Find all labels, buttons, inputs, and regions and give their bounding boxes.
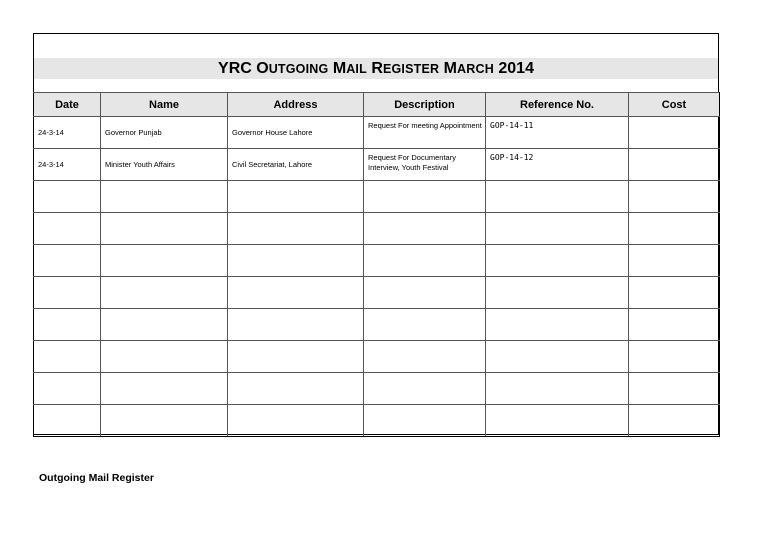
cell-date: 24-3-14 xyxy=(34,149,101,181)
cell-cost xyxy=(629,117,720,149)
title-segment: YRC O xyxy=(218,60,269,77)
title-segment: EGISTER xyxy=(382,62,440,76)
mail-register-table xyxy=(33,92,720,437)
cell-description: Request For Documentary Interview, Youth Festival xyxy=(364,149,486,181)
table-header-row xyxy=(34,93,720,117)
table-row-empty xyxy=(34,213,720,245)
header-date: Date xyxy=(34,93,101,117)
cell-name: Minister Youth Affairs xyxy=(101,149,228,181)
table-row xyxy=(34,117,720,149)
title-segment: UTGOING xyxy=(268,62,329,76)
table-row-empty xyxy=(34,277,720,309)
page-title xyxy=(34,58,718,79)
table-row-empty xyxy=(34,341,720,373)
header-reference: Reference No. xyxy=(486,93,629,117)
register-sheet xyxy=(33,33,719,435)
table-row-empty xyxy=(34,405,720,437)
table-row-empty xyxy=(34,245,720,277)
title-segment: M xyxy=(328,60,347,77)
header-address: Address xyxy=(228,93,364,117)
cell-address: Civil Secretariat, Lahore xyxy=(228,149,364,181)
title-segment: AIL xyxy=(346,62,367,76)
title-segment: M xyxy=(439,60,458,77)
table-row-empty xyxy=(34,373,720,405)
cell-reference: GOP-14-12 xyxy=(486,149,629,181)
footer-label: Outgoing Mail Register xyxy=(39,472,154,484)
cell-description: Request For meeting Appointment xyxy=(364,117,486,149)
cell-name: Governor Punjab xyxy=(101,117,228,149)
header-description: Description xyxy=(364,93,486,117)
table-row-empty xyxy=(34,181,720,213)
table-row xyxy=(34,149,720,181)
title-segment: R xyxy=(366,60,383,77)
header-cost: Cost xyxy=(629,93,720,117)
title-segment: ARCH xyxy=(457,62,494,76)
cell-date: 24-3-14 xyxy=(34,117,101,149)
cell-cost xyxy=(629,149,720,181)
cell-address: Governor House Lahore xyxy=(228,117,364,149)
cell-reference: GOP-14-11 xyxy=(486,117,629,149)
title-segment: 2014 xyxy=(493,60,534,77)
header-name: Name xyxy=(101,93,228,117)
table-row-empty xyxy=(34,309,720,341)
